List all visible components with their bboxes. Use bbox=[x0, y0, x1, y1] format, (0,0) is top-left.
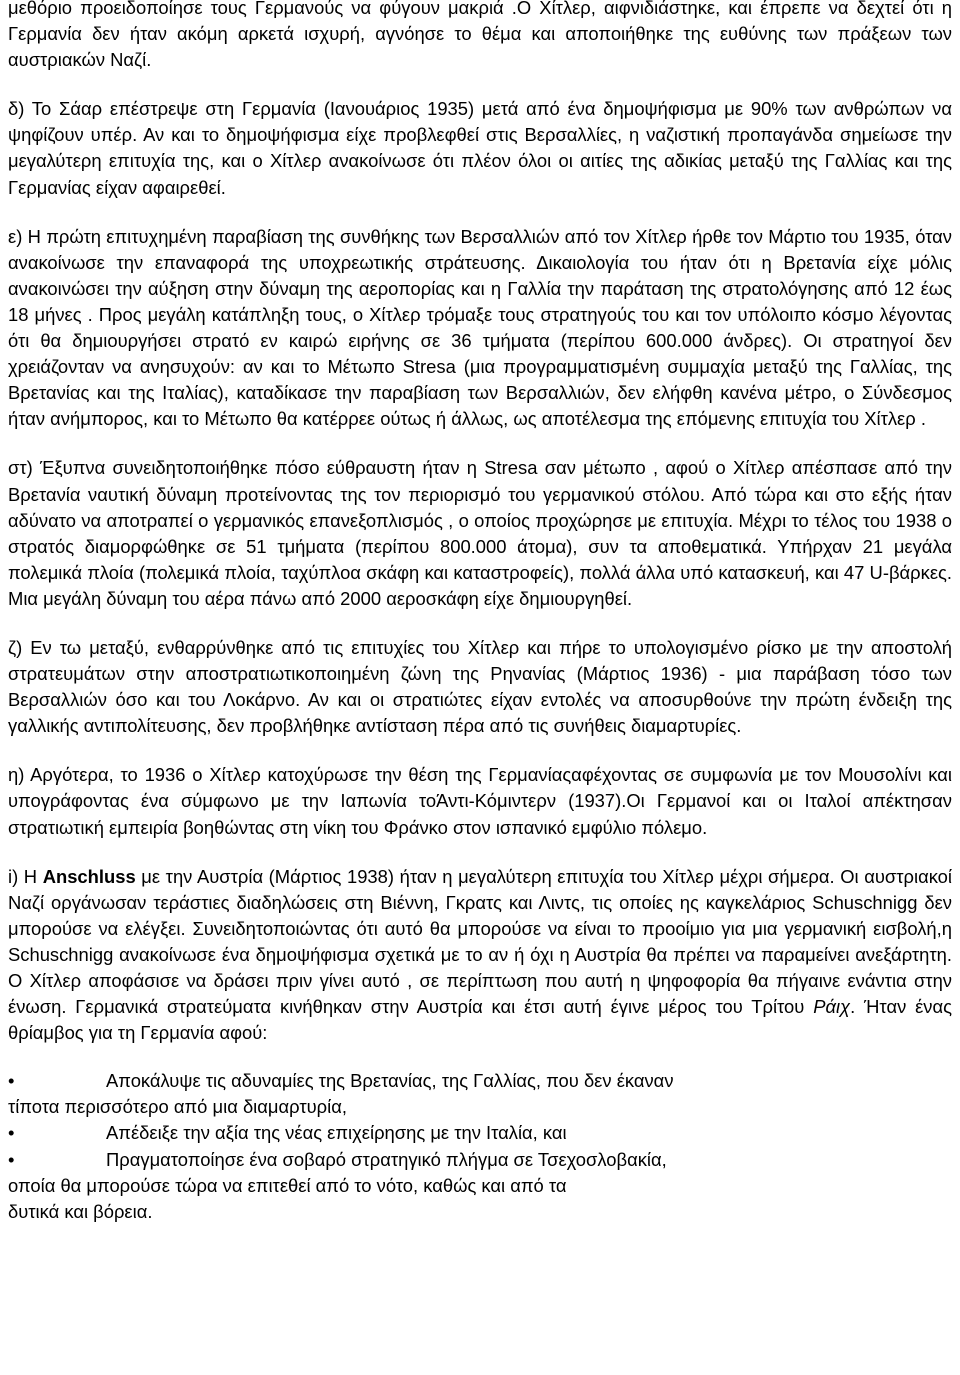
bullet-continuation: οποία θα μπορούσε τώρα να επιτεθεί από το νότο, καθώς και από τα bbox=[8, 1174, 567, 1196]
document-page bbox=[8, 0, 952, 1225]
bullet-item bbox=[8, 1120, 952, 1146]
paragraph-delta: δ) Το Σάαρ επέστρεψε στη Γερμανία (Ιανουάριος 1935) μετά από ένα δημοψήφισμα με 90% των ανθρώπων να ψηφίζουν υπέρ. Αν και το δημοψήφισμα είχε προβλεφθεί στις Βερσαλλίες, η ναζιστική προπαγάνδα σημείωσε την μεγαλύτερη επιτυχία της, και ο Χίτλερ ανακοίνωσε ότι πλέον όλοι οι αιτίες της αδικίας μεταξύ της Γαλλίας και της Γερμανίας είχαν αφαιρεθεί. bbox=[8, 98, 952, 198]
bullet-continuation: τίποτα περισσότερο από μια διαμαρτυρία, bbox=[8, 1096, 347, 1118]
reich-term: Ράιχ bbox=[813, 996, 851, 1018]
paragraph-anschluss bbox=[8, 864, 952, 1047]
bullet-marker: • bbox=[8, 1070, 15, 1092]
bullet-list bbox=[8, 1068, 952, 1225]
paragraph-anschluss-body: με την Αυστρία (Μάρτιος 1938) ήταν η μεγαλύτερη επιτυχία του Χίτλερ μέχρι σήμερα. Οι αυστριακοί Ναζί οργάνωσαν τεράστιες διαδηλώσεις στη Βιέννη, Γκρατς και Λιντς, τις οποίες ης καγκελάριος Schuschnigg δεν μπορούσε να ελέγξει. Συνειδητοποιώντας ότι αυτό θα μπορούσε να είναι το προοίμιο για μια γερμανική εισβολή,η Schuschnigg ανακοίνωσε ένα δημοψήφισμα σχετικά με το αν ή όχι η Αυστρία θα πρέπει να παραμείνει ανεξάρτητη. Ο Χίτλερ αποφάσισε να δράσει πριν γίνει αυτό , σε περίπτωση που αυτή η ψηφοφορία θα πήγαινε ενάντια στην ένωση. Γερμανικά στρατεύματα κινήθηκαν στην Αυστρία και έτσι αυτή έγινε μέρος του Τρίτου bbox=[8, 865, 952, 1018]
bullet-continuation: δυτικά και βόρεια. bbox=[8, 1200, 153, 1222]
bullet-text: Πραγματοποίησε ένα σοβαρό στρατηγικό πλήγμα σε Τσεχοσλοβακία, bbox=[106, 1148, 667, 1170]
bullet-text: Αποκάλυψε τις αδυναμίες της Βρετανίας, της Γαλλίας, που δεν έκαναν bbox=[106, 1070, 674, 1092]
bullet-marker: • bbox=[8, 1148, 15, 1170]
paragraph-eta: η) Αργότερα, το 1936 ο Χίτλερ κατοχύρωσε την θέση της Γερμανίαςαφέχοντας σε συμφωνία με τον Μουσολίνι και υπογράφοντας ένα σύμφωνο με την Ιαπωνία τοΆντι-Κόμιντερν (1937).Οι Γερμανοί και οι Ιταλοί απέκτησαν στρατιωτική εμπειρία βοηθώντας στη νίκη του Φράνκο στον ισπανικό εμφύλιο πόλεμο. bbox=[8, 764, 952, 838]
bullet-marker: • bbox=[8, 1122, 15, 1144]
bullet-item bbox=[8, 1147, 952, 1225]
paragraph-zeta: ζ) Εν τω μεταξύ, ενθαρρύνθηκε από τις επιτυχίες του Χίτλερ και πήρε το υπολογισμένο ρίσκο με την αποστολή στρατευμάτων στην αποστρατιωτικοποιημένη ζώνη της Ρηνανίας (Μάρτιος 1936) - μια παράβαση τόσο των Βερσαλλιών όσο και του Λοκάρνο. Αν και οι στρατιώτες είχαν εντολές να αποσυρθούνε την πρώτη ένδειξη της γαλλικής αντιπολίτευσης, δεν προβλήθηκε αντίσταση πέρα από τις συνήθεις διαμαρτυρίες. bbox=[8, 636, 952, 737]
bullet-text: Απέδειξε την αξία της νέας επιχείρησης με την Ιταλία, και bbox=[106, 1122, 567, 1144]
paragraph-intro: μεθόριο προειδοποίησε τους Γερμανούς να φύγουν μακριά .Ο Χίτλερ, αιφνιδιάστηκε, και έπρεπε να δεχτεί ότι η Γερμανία δεν ήταν ακόμη αρκετά ισχυρή, αγνόησε το θέμα και αποποιήθηκε της ευθύνης των πράξεων των αυστριακών Ναζί. bbox=[8, 0, 952, 71]
bullet-item bbox=[8, 1068, 952, 1120]
paragraph-anschluss-prefix: i) Η bbox=[8, 865, 43, 887]
paragraph-st: στ) Έξυπνα συνειδητοποιήθηκε πόσο εύθραυστη ήταν η Stresa σαν μέτωπο , αφού ο Χίτλερ απέσπασε από την Βρετανία ναυτική δύναμη προτείνοντας της τον περιορισμό του γερμανικού στόλου. Από τώρα και στο εξής ήταν αδύνατο να αποτραπεί ο γερμανικός επανεξοπλισμός , ο οποίος προχώρησε με επιτυχία. Μέχρι το τέλος του 1938 ο στρατός διαμορφώθηκε σε 51 τμήματα (περίπου 800.000 άτομα), συν τα αποθεματικά. Υπήρχαν 21 μεγάλα πολεμικά πλοία (πολεμικά πλοία, ταχύπλοα σκάφη και καταστροφείς), πολλά άλλα υπό κατασκευή, και 47 U-βάρκες. Μια μεγάλη δύναμη του αέρα πάνω από 2000 αεροσκάφη είχε δημιουργηθεί. bbox=[8, 457, 952, 609]
anschluss-term: Anschluss bbox=[42, 865, 136, 887]
paragraph-anschluss-tail: . Ήταν ένας θρίαμβος για τη Γερμανία αφού: bbox=[8, 996, 952, 1044]
paragraph-epsilon: ε) Η πρώτη επιτυχημένη παραβίαση της συνθήκης των Βερσαλλιών από τον Χίτλερ ήρθε τον Μάρτιο του 1935, όταν ανακοίνωσε την επαναφορά της υποχρεωτικής στράτευσης. Δικαιολογία του ήταν ότι η Βρετανία είχε μόλις ανακοινώσει την αύξηση στην δύναμη της αεροπορίας και η Γαλλία την παράταση της στρατολόγησης από 12 έως 18 μήνες . Προς μεγάλη κατάπληξη τους, ο Χίτλερ τρόμαξε τους στρατηγούς του και τον υπόλοιπο κόσμο λέγοντας ότι θα δημιουργήσει στρατό εν καιρώ ειρήνης σε 36 τμήματα (περίπου 600.000 άνδρες). Οι στρατηγοί δεν χρειάζονταν να ανησυχούν: αν και το Μέτωπο Stresa (μια προγραμματισμένη συμμαχία μεταξύ της Γαλλίας, της Βρετανίας και της Ιταλίας), καταδίκασε την παραβίαση των Βερσαλλιών, δεν ελήφθη κανένα μέτρο, ο Σύνδεσμος ήταν ανήμπορος, και το Μέτωπο θα κατέρρεε ούτως ή άλλως, ως αποτέλεσμα της επόμενης επιτυχία του Χίτλερ . bbox=[8, 225, 952, 430]
